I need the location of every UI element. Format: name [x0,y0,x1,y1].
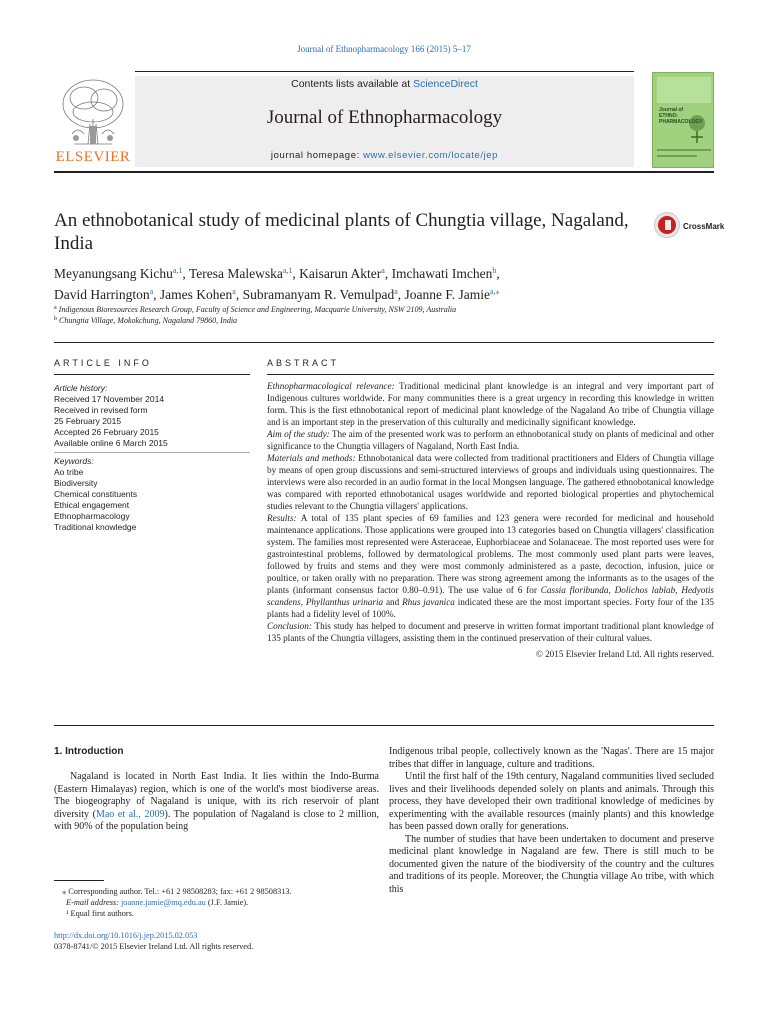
author-list: Meyanungsang Kichu$^{a,1}$, Teresa Malewska$^{a,1}$, Kaisarun Akter$^a$, Imchawati Imchen$^b$, David Harrington$^a$, James Kohen$^a$, Subramanyam R. Vemulpad$^a$, Joanne F. Jamie$^{a,⁎}$ [54,266,500,302]
author-sup[interactable]: a [394,287,398,296]
footnote-email: E-mail address: joanne.jamie@mq.edu.au (J.F. Jamie). [66,898,249,907]
left-column [54,771,379,834]
crossmark-icon[interactable] [655,213,679,237]
author-name[interactable]: Subramanyam R. Vemulpad [242,287,395,302]
homepage-label: journal homepage: [270,150,364,161]
author-sup[interactable]: a,⁎ [490,287,500,296]
masthead-rule [54,171,714,173]
keyword: Biodiversity [54,478,98,488]
info-mid-rule [54,452,250,453]
abstract-copyright: © 2015 Elsevier Ireland Ltd. All rights reserved. [535,649,714,659]
footnote-corresponding: ⁎ Corresponding author. Tel.: +61 2 98508283; fax: +61 2 98508313. [62,887,292,896]
cover-title: Journal of ETHNO- PHARMACOLOGY [659,107,703,125]
history-label: Article history: [54,383,108,393]
crossmark-label[interactable]: CrossMark [683,222,725,231]
author-name[interactable]: David Harrington [54,287,150,302]
author-name[interactable]: Joanne F. Jamie [404,287,491,302]
journal-title: Journal of Ethnopharmacology [266,107,503,128]
keyword: Chemical constituents [54,489,138,499]
paragraph: Nagaland is located in North East India. It lies within the Indo-Burma (Eastern Himalayas) region, which is one of the world's most biodiverse areas. The biogeography of Nagaland is unique, with its rich reservoir of plant diversity (Mao et al., 2009). The population of Nagaland is close to 2 million, with 90% of the population being [54,771,379,832]
author-sup[interactable]: a [149,287,154,296]
footnote-equal: ¹ Equal first authors. [66,909,134,918]
keyword: Ao tribe [54,467,84,477]
citation-link[interactable]: Mao et al., 2009 [95,808,165,820]
author-name[interactable]: Meyanungsang Kichu [54,266,173,281]
author-sup[interactable]: a,1 [282,266,293,275]
author-sup[interactable]: a [232,287,236,296]
doi-link[interactable]: http://dx.doi.org/10.1016/j.jep.2015.02.053 [54,931,198,940]
paragraph: Until the first half of the 19th century, Nagaland communities lived secluded lives and their livelihoods depended solely on plants and animals. Through this process, they have developed their own traditional knowledge of medicines by experimenting with the available resources (mainly plants) and this knowledge has been passed down orally for generations. [389,771,714,832]
sciencedirect-link[interactable]: ScienceDirect [413,78,478,90]
abstract-results: Results: A total of 135 plant species of 69 families and 123 genera were recorded for medicinal and household maintenance applications. Those applications were grouped into 13 categories based on Chungtia villagers' classification system. The families most represented were Asteraceae, Euphorbiaceae and Solanaceae. The most reported uses were for gastrointestinal problems, followed by dermatological problems. The most commonly used plant parts were leaves, followed by fruits and stems and they were most commonly administered as a paste, decoction, infusion, juice or poultice, or taken orally with no preparation. There was strong agreement among the informants as to the usages of the plants (informant consensus factor 0.80–0.91). The use value of 6 for Cassia floribunda, Dolichos lablab, Hedyotis scandens, Phyllanthus urinaria and Rhus javanica indicated these are the most important species. Forty four of the 135 plants had a fidelity level of 100%. [267,513,715,619]
author-sup[interactable]: a [381,266,385,275]
paragraph: Indigenous tribal people, collectively known as the 'Nagas'. There are 15 major tribes that differ in language, culture and traditions. [389,746,714,770]
author-name[interactable]: James Kohen [159,287,233,302]
right-column [389,746,714,896]
journal-homepage [135,150,634,161]
author-name[interactable]: Teresa Malewska [188,266,283,281]
keyword: Ethnopharmacology [54,511,130,521]
elsevier-wordmark: ELSEVIER [55,149,131,165]
author-name[interactable]: Kaisarun Akter [299,266,382,281]
issn-line: 0378-8741/© 2015 Elsevier Ireland Ltd. All rights reserved. [54,942,254,951]
abstract-conclusion: Conclusion: This study has helped to document and preserve in written format important traditional plant knowledge of 135 plants of the Chungtia villagers, assisting them in the continued preservation of their cultural values. [267,621,714,643]
abstract-aim: Aim of the study: The aim of the presented work was to perform an ethnobotanical study on plants of medicinal and other significance to the Chungtia villagers of Nagaland, North East India. [267,429,715,451]
abstract-heading: ABSTRACT [267,358,340,368]
abstract-methods: Materials and methods: Ethnobotanical data were collected from traditional practitioners and Elders of Chungtia village by means of open group discussions and semi-structured interviews of groups and individuals using questionnaires. The interviews were also recorded in an audio format in the local Mongsen language. The gathered ethnobotanical knowledge was compared with reported ethnobotanical usages worldwide and reported biological properties and phytochemical studies relevant to the Chungtia villagers' applications. [267,453,714,511]
paragraph: The number of studies that have been undertaken to document and preserve medicinal plant knowledge in Nagaland are few. There is still much to be documented given the nature of the biodiversity of the country and the cultures and traditions of its people. Moreover, the Chungtia village Ao tribe, with which this [389,833,714,895]
info-top-rule [54,342,714,343]
author-name[interactable]: Imchawati Imchen [391,266,493,281]
homepage-link[interactable]: www.elsevier.com/locate/jep [363,150,499,161]
keywords-label: Keywords: [54,456,94,466]
keywords [54,456,250,533]
abstract-body [267,380,714,660]
author-sup[interactable]: b [492,266,497,275]
abstract-bottom-rule [54,725,714,726]
footnote-rule [54,880,104,881]
author-sup[interactable]: a,1 [172,266,183,275]
affiliation-b: $^b$ Chungtia Village, Mokokchung, Nagaland 79860, India [54,316,238,325]
keyword: Traditional knowledge [54,522,137,532]
abstract-rule [267,374,714,375]
info-rule [54,374,250,375]
email-link[interactable]: joanne.jamie@mq.edu.au [121,898,206,907]
abstract-relevance: Ethnopharmacological relevance: Traditional medicinal plant knowledge is an integral and very important part of Indigenous cultures worldwide. For many communities there is a great urgency in recording this knowledge in written form. This is the first ethnobotanical report of medicinal plant knowledge of the Nagaland Ao tribe of Chungtia village and is an important step in the preservation of this culturally and medicinally significant knowledge. [267,381,714,427]
contents-line [135,78,634,90]
contents-prefix: Contents lists available at [291,78,414,90]
keyword: Ethical engagement [54,500,130,510]
section-heading-introduction: 1. Introduction [54,746,124,757]
article-info-heading: ARTICLE INFO [54,358,152,368]
journal-citation[interactable]: Journal of Ethnopharmacology 166 (2015) 5–17 [297,44,471,54]
top-rule [135,71,634,72]
affiliation-a: $^a$ Indigenous Bioresources Research Group, Faculty of Science and Engineering, Macquarie University, NSW 2109, Australia [54,305,457,314]
article-title: An ethnobotanical study of medicinal plants of Chungtia village, Nagaland, India [54,210,629,254]
journal-cover[interactable] [652,72,714,168]
article-history: Article history: Received 17 November 2014 Received in revised form 25 February 2015 Accepted 26 February 2015 Available online 6 March 2015 [54,383,168,448]
